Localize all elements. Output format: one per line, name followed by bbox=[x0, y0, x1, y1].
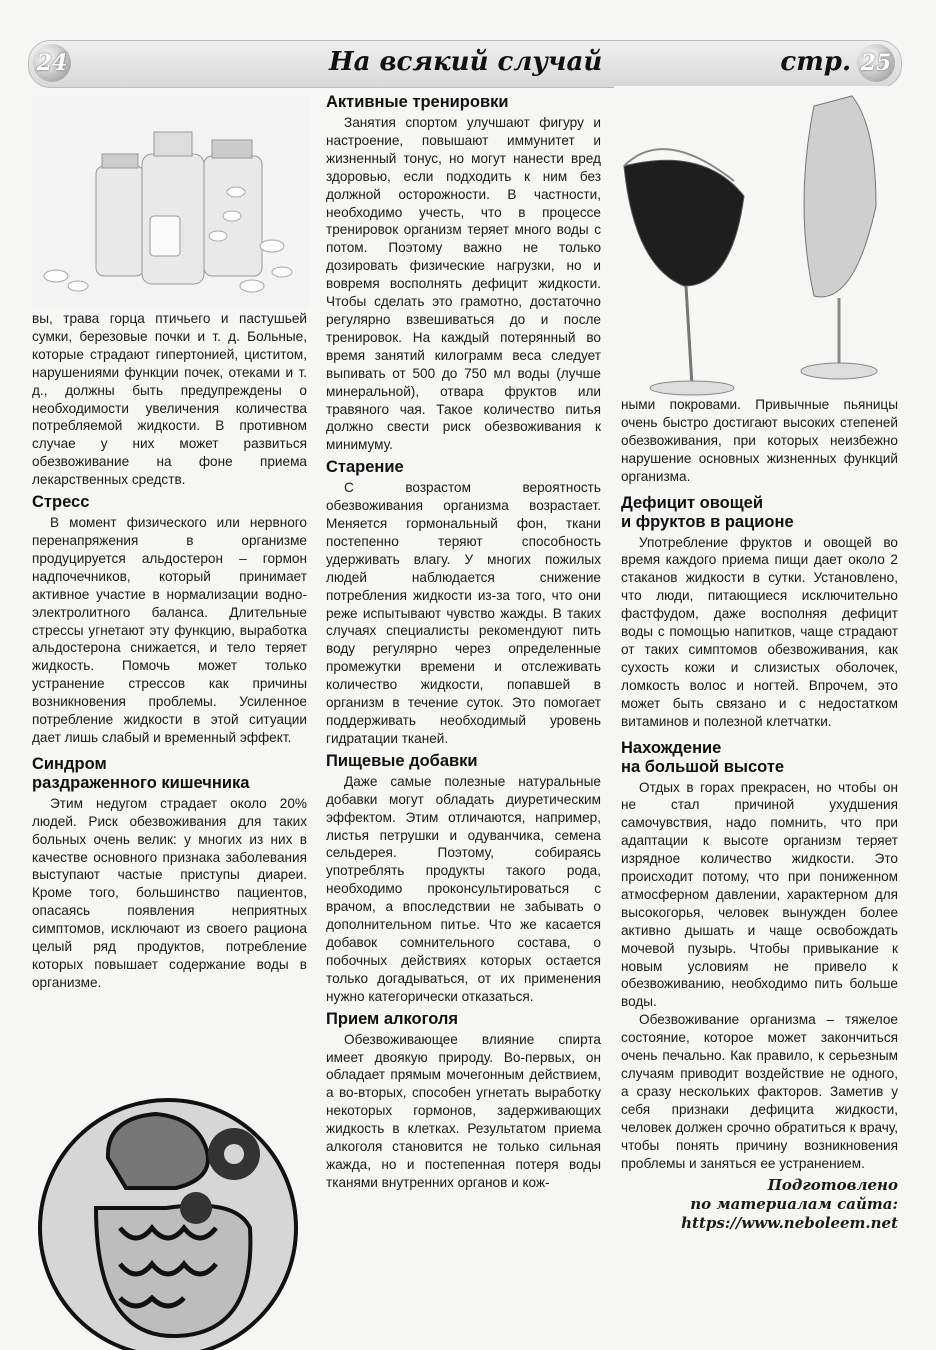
alcohol-paragraph: Обезвоживающее влияние спирта имеет двоякую природу. Во-первых, он обладает прямым мочегонным действием, а во-вторых, способен угнетать выработку некоторых гормонов, задерживающих жидкость в клетках. Результатом приема алкоголя становится не только сильная жажда, но и постепенная потеря воды тканями внутренних органов и кож- bbox=[326, 1031, 601, 1190]
page-label: стр. bbox=[780, 47, 851, 77]
credit-line2: по материалам сайта: bbox=[690, 1195, 898, 1214]
right-page-number: 25 bbox=[857, 44, 895, 82]
ibs-paragraph: Этим недугом страдает около 20% людей. Риск обезвоживания для таких больных очень велик: у многих из них в качестве основного признака заболевания выступают частые приступы диареи. Кроме того, большинство пациентов, опасаясь появления неприятных симптомов, исключают из своего рациона целый ряд продуктов, потребление которых повышает содержание воды в организме. bbox=[32, 795, 307, 990]
stress-paragraph: В момент физического или нервного перенапряжения в организме продуцируется альдостерон – гормон надпочечников, который принимает активное участие в нормализации водно-электролитного баланса. Длительные стрессы угнетают эту функцию, выработка альдостерона снижается, и тело теряет жидкость. Помочь может только устранение стрессов как причины возникновения проблемы. Усиленное потребление жидкости в этой ситуации дает лишь слабый и временный эффект. bbox=[32, 515, 307, 745]
source-link[interactable]: https://www.neboleem.net bbox=[681, 1214, 898, 1233]
training-paragraph: Занятия спортом улучшают фигуру и настроение, повышают иммунитет и жизненный тонус, но могут нанести вред здоровью, если подходить к ним без должной осторожности. В частности, необходимо учесть, что в процессе тренировок организм теряет много воды с потом. Поэтому важно не только дозировать физические нагрузки, но и вовремя восполнять дефицит жидкости. Чтобы сделать это грамотно, достаточно регулярно взвешиваться до и после тренировок. На каждый потерянный во время занятий килограмм веса следует выпивать от 500 до 750 мл воды (лучше минеральной), отвара фруктов или травяного чая. Такое количество питья должно свести риск обезвоживания к минимуму. bbox=[326, 115, 601, 453]
alcohol-continued: ными покровами. Привычные пьяницы очень быстро достигают высоких степеней обезвоживания, при которых неизбежно нарушение основных жизненных функций организма. bbox=[621, 397, 898, 484]
col1-intro: вы, трава горца птичьего и пастушьей сумки, березовые почки и т. д. Больные, которые страдают гипертонией, циститом, нарушениями функции почек, отеками и т. д., должны быть предупреждены о необходимости увеличения количества потребляемой жидкости. В противном случае у них может развиться обезвоживание на фоне приема лекарственных средств. bbox=[32, 311, 307, 488]
wine-glasses-image bbox=[614, 86, 910, 396]
source-credit bbox=[621, 1176, 898, 1233]
medicine-bottles-image bbox=[32, 96, 310, 308]
heading-altitude bbox=[621, 739, 898, 777]
aging-paragraph: С возрастом вероятность обезвоживания организма возрастает. Меняется гормональный фон, ткани постепенно теряют способность удерживать влагу. У многих пожилых людей наблюдается снижение потребления жидкости из-за того, что они реже испытывают чувство жажды. В таких случаях специалисты рекомендуют пить воду регулярно через определенные промежутки времени и отслеживать количество жидкости, попавшей в организм в течение суток. Это помогает поддерживать необходимый уровень гидратации тканей. bbox=[326, 480, 601, 746]
heading-altitude-line1: Нахождение bbox=[621, 738, 722, 757]
column-2 bbox=[326, 93, 601, 1192]
heading-supplements: Пищевые добавки bbox=[326, 751, 478, 770]
supplements-paragraph: Даже самые полезные натуральные добавки могут обладать диуретическим эффектом. Этим отличаются, например, листья петрушки и одуванчика, семена сельдерея. Поэтому, собираясь употреблять продукты такого рода, необходимо проконсультироваться с врачом, а впоследствии не забывать о дополнительном питье. Что же касается добавок сомнительного состава, о побочных действиях которых остается только догадываться, от их применения нужно категорически отказаться. bbox=[326, 773, 601, 1004]
column-3 bbox=[621, 396, 898, 1233]
heading-vegetables bbox=[621, 494, 898, 532]
conclusion-paragraph: Обезвоживание организма – тяжелое состояние, которое может закончиться очень печально. Как правило, к серьезным случаям приводит воздействие не одного, а сразу нескольких факторов. Заметив у себя признаки дефицита жидкости, человек должен срочно обратиться к врачу, чтобы понять причину возникновения проблемы и заняться ее устранением. bbox=[621, 1012, 898, 1171]
column-1 bbox=[32, 310, 307, 992]
heading-aging: Старение bbox=[326, 458, 404, 477]
heading-training: Активные тренировки bbox=[326, 93, 509, 111]
heading-stress: Стресс bbox=[32, 493, 90, 512]
heading-ibs-line1: Синдром bbox=[32, 754, 107, 773]
heading-vegetables-line1: Дефицит овощей bbox=[621, 493, 763, 512]
altitude-paragraph: Отдых в горах прекрасен, но чтобы он не стал причиной ухудшения самочувствия, надо помнить, что при адаптации к высоте организм теряет изрядное количество жидкости. Это происходит потому, что при пониженном атмосферном давлении, характерном для высокогорья, человек вынужден более активно дышать и чаще освобождать мочевой пузырь. Чтобы привыкание к новым условиям не привело к обезвоживанию, необходимо пить больше воды. bbox=[621, 779, 898, 1010]
heading-vegetables-line2: и фруктов в рационе bbox=[621, 512, 794, 531]
intestines-image bbox=[36, 1058, 306, 1350]
heading-ibs bbox=[32, 755, 307, 793]
page-header bbox=[28, 40, 902, 88]
section-title: На всякий случай bbox=[329, 47, 603, 77]
heading-altitude-line2: на большой высоте bbox=[621, 757, 785, 776]
left-page-number: 24 bbox=[33, 44, 71, 82]
credit-line1: Подготовлено bbox=[767, 1176, 898, 1195]
heading-alcohol: Прием алкоголя bbox=[326, 1009, 459, 1028]
heading-ibs-line2: раздраженного кишечника bbox=[32, 773, 250, 792]
vegetables-paragraph: Употребление фруктов и овощей во время каждого приема пищи дает около 2 стаканов жидкости в сутки. Установлено, что люди, питающиеся исключительно фастфудом, даже восполняя дефицит воды с помощью напитков, чаще страдают от таких симптомов обезвоживания, как сухость кожи и слизистых оболочек, ломкость волос и ногтей. Впрочем, это может быть связано и с недостатком витаминов и полезной клетчатки. bbox=[621, 534, 898, 729]
